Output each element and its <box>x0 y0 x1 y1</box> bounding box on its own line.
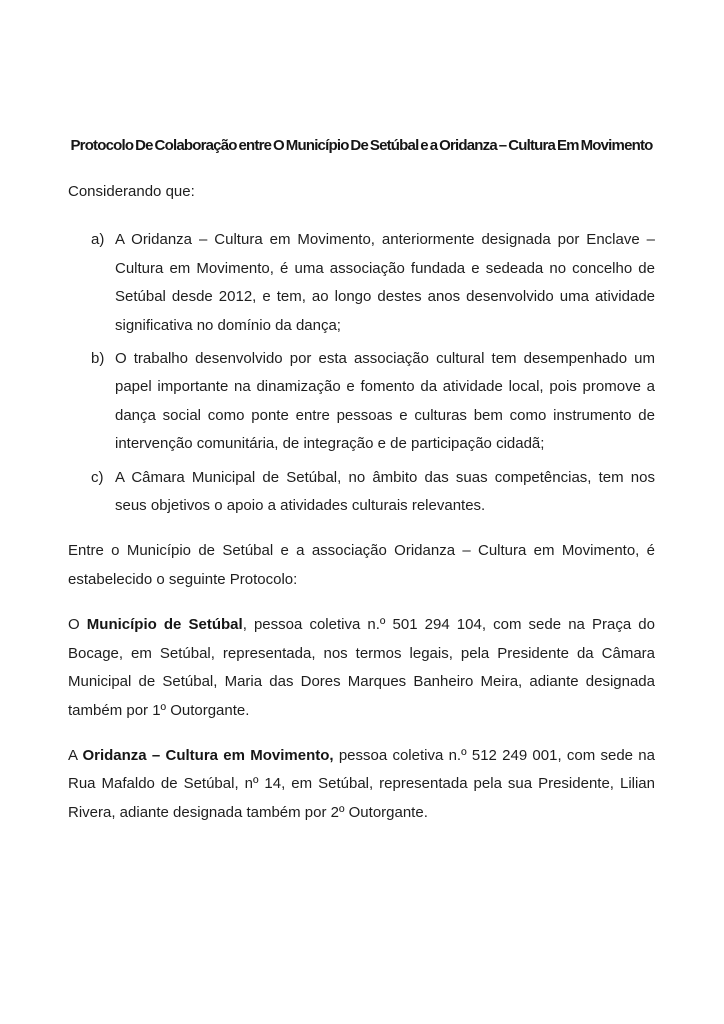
party-paragraph-oridanza <box>68 742 655 827</box>
party-oridanza-details: pessoa coletiva n.º 512 249 001, com sede na Rua Mafaldo de Setúbal, nº 14, em Setúbal, representada pela sua Presidente, Lilian Rivera, adiante designada também por 2º Outorgante. <box>68 746 655 821</box>
consideration-item-a <box>68 226 655 340</box>
party-oridanza-prefix: A <box>68 746 83 764</box>
considering-intro-line: Considerando que: <box>68 183 195 200</box>
list-marker-c: c) <box>91 468 104 486</box>
list-marker-a: a) <box>91 231 105 249</box>
consideration-text-c: A Câmara Municipal de Setúbal, no âmbito das suas competências, tem nos seus objetivos o apoio a atividades culturais relevantes. <box>115 468 655 515</box>
consideration-text-a: A Oridanza – Cultura em Movimento, anteriormente designada por Enclave – Cultura em Movimento, é uma associação fundada e sedeada no concelho de Setúbal desde 2012, e tem, ao longo destes anos desenvolvido uma atividade significativa no domínio da dança; <box>115 231 655 334</box>
party-paragraph-municipio <box>68 611 655 725</box>
document-title-text: Protocolo De Colaboração entre O Município De Setúbal e a Oridanza – Cultura Em Movimento <box>70 137 653 154</box>
party-municipio-name: Município de Setúbal <box>86 616 243 634</box>
party-oridanza-name: Oridanza – Cultura em Movimento, <box>82 746 334 764</box>
consideration-text-b: O trabalho desenvolvido por esta associação cultural tem desempenhado um papel importante na dinamização e fomento da atividade local, pois promove a dança social como ponte entre pessoas e culturas bem como instrumento de intervenção comunitária, de integração e de participação cidadã; <box>115 350 655 453</box>
consideration-item-c <box>68 464 655 521</box>
party-municipio-prefix: O <box>68 616 87 634</box>
consideration-item-b <box>68 345 655 459</box>
protocol-intro-paragraph: Entre o Município de Setúbal e a associação Oridanza – Cultura em Movimento, é estabelecido o seguinte Protocolo: <box>68 542 655 588</box>
list-marker-b: b) <box>91 350 105 368</box>
considerations-list <box>68 226 655 520</box>
document-title <box>68 136 655 156</box>
party-municipio-details: , pessoa coletiva n.º 501 294 104, com sede na Praça do Bocage, em Setúbal, representada, nos termos legais, pela Presidente da Câmara Municipal de Setúbal, Maria das Dores Marques Banheiro Meira, adiante designada também por 1º Outorgante. <box>68 616 655 719</box>
